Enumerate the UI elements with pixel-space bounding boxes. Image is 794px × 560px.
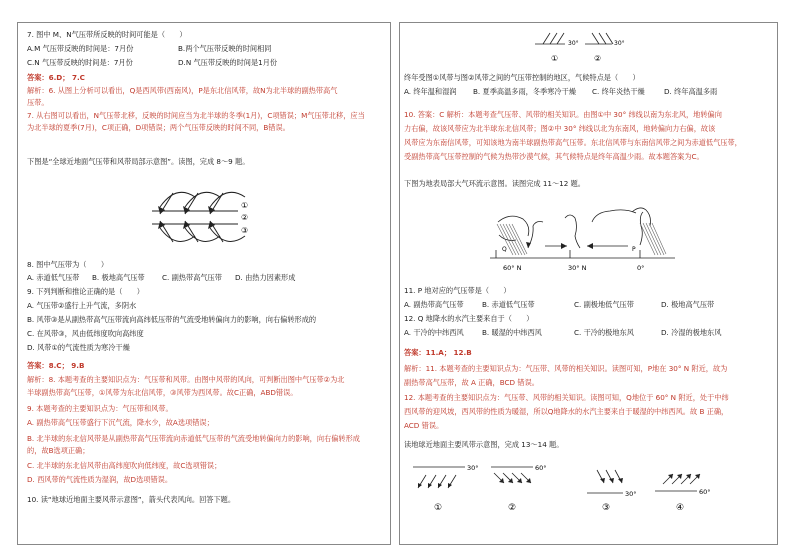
q7-stem: 7. 图中 M、N气压带所反映的时间可能是（ ）	[27, 30, 187, 39]
explanation-10-line3: 风带应为东南信风带，可知该地为南半球副热带高气压带。东北信风带与东南信风带之间为赤道低气压带，	[404, 138, 742, 147]
fig2-number-1: ①	[551, 54, 559, 63]
fig2-label-30-left: 30°	[568, 40, 579, 47]
fig3-label-30n: 30° N	[568, 264, 587, 272]
q8-option-a: A. 赤道低气压带	[27, 273, 80, 282]
q7-option-a: A.M 气压带反映的时间是：7月份	[27, 44, 134, 53]
intro-13-14: 读地球近地面主要风带示意图，完成 13～14 题。	[404, 440, 564, 449]
explanation-8-line2: 半球副热带高气压带，①风带为东北信风带，③风带为西风带。故C正确，ABD错误。	[27, 388, 298, 397]
q8-option-d: D. 由热力因素形成	[235, 273, 296, 282]
fig4-num-3: ③	[602, 503, 611, 513]
fig4-lat-4: 60°	[699, 488, 711, 496]
q12-option-d: D. 冷湿的极地东风	[661, 328, 722, 337]
fig4-lat-3: 30°	[625, 490, 637, 498]
intro-11-12: 下图为地表局部大气环流示意图。读图完成 11～12 题。	[404, 179, 585, 188]
q7-option-d: D.N 气压带反映的时间是1月份	[178, 58, 278, 67]
fig4-num-1: ①	[434, 503, 443, 513]
q8-stem: 8. 图中气压带为（ ）	[27, 260, 109, 269]
q11-option-d: D. 极地高气压带	[661, 300, 715, 309]
q11-option-c: C. 副极地低气压带	[574, 300, 634, 309]
q10-option-a: A. 终年温和湿润	[404, 87, 457, 96]
q9-option-d: D. 风带①的气流性质为寒冷干燥	[27, 343, 130, 352]
fig1-label-2: ②	[241, 213, 249, 222]
explanation-12-line1: 12. 本题考查的主要知识点为：气压带、风带的相关知识。读图可知，Q地位于 60° N 附近，处于中纬	[404, 393, 729, 402]
q12-option-b: B. 暖湿的中纬西风	[482, 328, 542, 337]
q10-option-d: D. 终年高温多雨	[664, 87, 718, 96]
q10-stem: 10. 读“地球近地面主要风带示意图”，箭头代表风向。回答下题。	[27, 495, 236, 504]
answer-11-12: 答案：11.A； 12.B	[404, 348, 472, 357]
explanation-12-line2: 西风带的迎风坡，西风带的性质为暖湿，所以Q地降水的水汽主要来自于暖湿的中纬西风。故 B 正确，	[404, 407, 729, 416]
fig1-label-1: ①	[241, 201, 249, 210]
q11-option-a: A. 副热带高气压带	[404, 300, 464, 309]
fig3-label-0: 0°	[637, 264, 645, 272]
q9-option-b: B. 风带③是从副热带高气压带流向高纬低压带的气流受地转偏向力的影响，向右偏转形成的	[27, 315, 317, 324]
explanation-10-line1: 10. 答案：C 解析：本题考查气压带、风带的相关知识。由图①中 30° 纬线以南为东北风，地转偏向	[404, 110, 722, 119]
explanation-9-line3: B. 北半球的东北信风带是从副热带高气压带流向赤道低气压带的气流受地转偏向力的影响，向右偏转形成	[27, 434, 360, 443]
q7-option-b: B.两个气压带反映的时间相同	[178, 44, 272, 53]
explanation-9-line1: 9. 本题考查的主要知识点为：气压带和风带。	[27, 404, 173, 413]
answer-8-9: 答案：8.C； 9.B	[27, 361, 85, 370]
fig4-lat-2: 60°	[535, 464, 547, 472]
q10-option-c: C. 终年炎热干燥	[592, 87, 645, 96]
q12-option-c: C. 干冷的极地东风	[574, 328, 634, 337]
explanation-6-line1: 解析：6. 从图上分析可以看出，Q是西风带(西南风)，P是东北信风带，故N为北半球的副热带高气	[27, 86, 338, 95]
explanation-7-line1: 7. 从右图可以看出，N气压带北移，反映的时间应当为北半球的冬季(1月)，C项错误；M气压带北移，应当	[27, 111, 365, 120]
q8-option-c: C. 副热带高气压带	[162, 273, 222, 282]
explanation-9-line4: 的，故B选项正确；	[27, 446, 90, 455]
q12-stem: 12. Q 地降水的水汽主要来自于（ ）	[404, 314, 534, 323]
q8-option-b: B. 极地高气压带	[92, 273, 145, 282]
q11-stem: 11. P 地对应的气压带是（ ）	[404, 286, 511, 295]
fig1-label-3: ③	[241, 226, 249, 235]
explanation-9-line2: A. 副热带高气压带盛行下沉气流，降水少，故A选项错误；	[27, 418, 214, 427]
explanation-7-line2: 为北半球的夏季(7月)，C项正确，D项错误；两个气压带反映的时间不同，B错误。	[27, 123, 290, 132]
fig2-label-30-right: 30°	[614, 40, 625, 47]
q9-option-a: A. 气压带②盛行上升气流，多阴水	[27, 301, 137, 310]
explanation-10-line2: 力右偏，故该风带应为北半球东北信风带；图②中 30° 纬线以北为东南风，地转偏向力右偏，故该	[404, 124, 716, 133]
q9-stem: 9. 下列判断和推论正确的是（ ）	[27, 287, 144, 296]
fig3-label-60n: 60° N	[503, 264, 522, 272]
intro-8-9: 下图是“全球近地面气压带和风带局部示意图”。读图，完成 8～9 题。	[27, 157, 250, 166]
explanation-11-line2: 副热带高气压带，故 A 正确，BCD 错误。	[404, 378, 539, 387]
q12-option-a: A. 干冷的中纬西风	[404, 328, 464, 337]
q9-option-c: C. 在风带③，风由低纬度吹向高纬度	[27, 329, 144, 338]
explanation-9-line5: C. 北半球的东北信风带由高纬度吹向低纬度，故C选项错误；	[27, 461, 222, 470]
fig2-number-2: ②	[594, 54, 602, 63]
answer-6-7: 答案：6.D； 7.C	[27, 73, 85, 82]
explanation-8-line1: 解析：8. 本题考查的主要知识点为：气压带和风带。由图中风带的风向，可判断出图中气压带②为北	[27, 375, 345, 384]
q10-option-b: B. 夏季高温多雨，冬季寒冷干燥	[473, 87, 576, 96]
explanation-12-line3: ACD 错误。	[404, 421, 444, 430]
explanation-10-line4: 受副热带高气压带控制的气候为热带沙漠气候，其气候特点是终年高温少雨。故本题答案为C。	[404, 152, 704, 161]
fig3-label-p: P	[632, 246, 636, 253]
explanation-6-line2: 压带。	[27, 98, 49, 107]
explanation-11-line1: 解析：11. 本题考查的主要知识点为：气压带、风带的相关知识。读图可知，P地在 30° N 附近，故为	[404, 364, 728, 373]
fig4-num-4: ④	[676, 503, 685, 513]
fig4-lat-1: 30°	[467, 464, 479, 472]
q7-option-c: C.N 气压带反映的时间是：7月份	[27, 58, 133, 67]
q10-continued: 终年受图①风带与图②风带之间的气压带控制的地区，气候特点是（ ）	[404, 73, 640, 82]
fig4-num-2: ②	[508, 503, 517, 513]
fig3-label-q: Q	[502, 246, 507, 253]
q11-option-b: B. 赤道低气压带	[482, 300, 535, 309]
explanation-9-line6: D. 西风带的气流性质为湿润，故D选项错误。	[27, 475, 173, 484]
